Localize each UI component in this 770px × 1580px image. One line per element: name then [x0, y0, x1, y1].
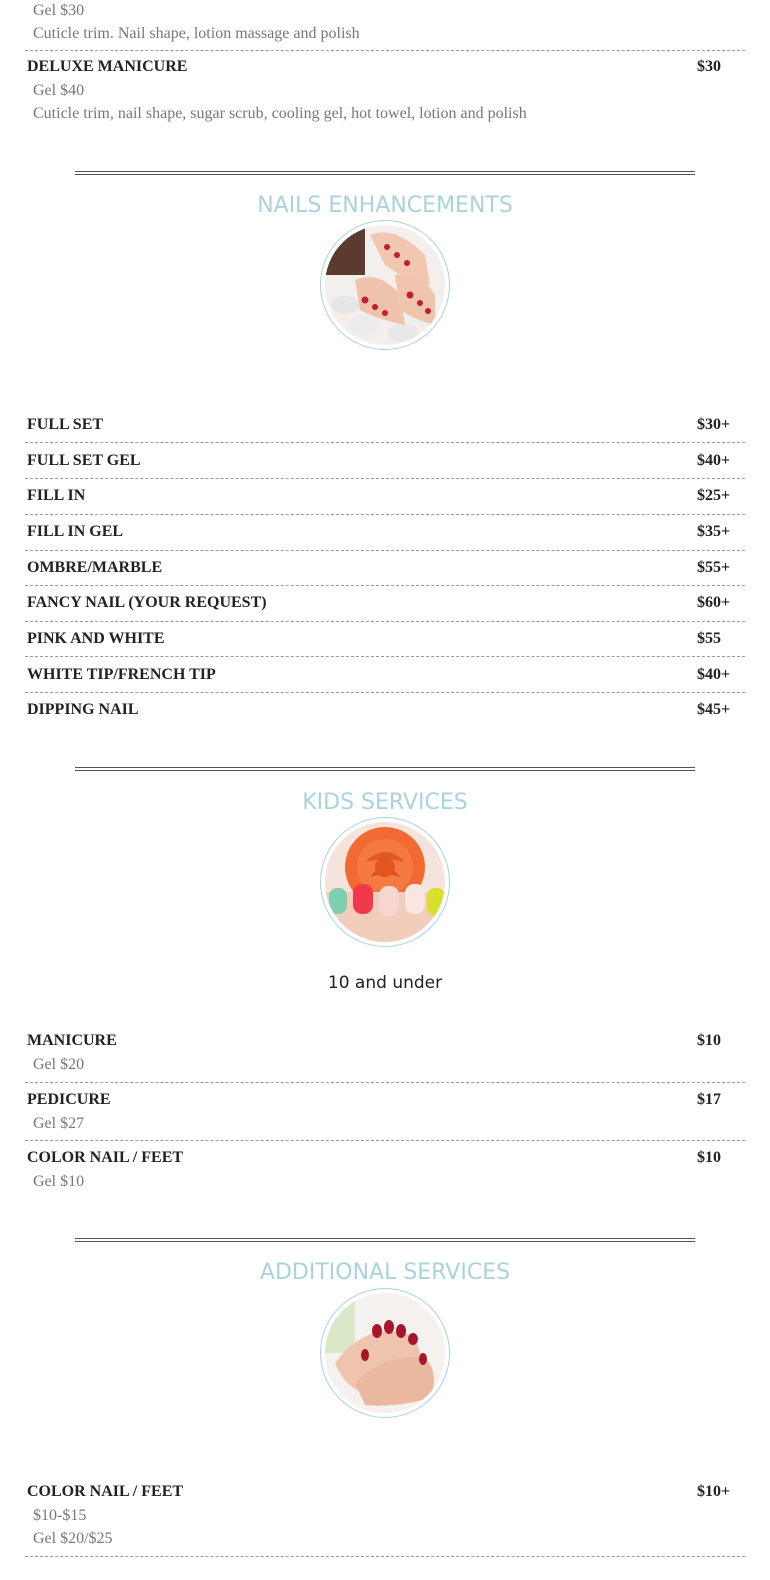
menu-item-price: $10	[697, 1032, 721, 1049]
row-separator	[25, 1556, 745, 1557]
row-separator	[25, 1082, 745, 1083]
section-divider	[75, 171, 695, 175]
menu-item-price: $40+	[697, 452, 731, 469]
menu-item-name: WHITE TIP/FRENCH TIP	[27, 666, 216, 683]
additional-services-photo	[320, 1288, 450, 1418]
menu-item-sub: $10-$15	[33, 1507, 87, 1524]
menu-item-name: DIPPING NAIL	[27, 701, 139, 718]
menu-item-sub: Gel $10	[33, 1173, 85, 1190]
row-separator	[25, 1140, 745, 1141]
menu-item-name: FULL SET GEL	[27, 452, 141, 469]
menu-item-price: $55+	[697, 559, 731, 576]
row-separator	[25, 478, 745, 479]
menu-item-price: $55	[697, 630, 721, 647]
row-separator	[25, 50, 745, 51]
row-separator	[25, 550, 745, 551]
menu-item-price: $30+	[697, 416, 731, 433]
kids-age-note: 10 and under	[327, 973, 443, 993]
menu-item-name: COLOR NAIL / FEET	[27, 1149, 184, 1166]
deluxe-gel-price: Gel $40	[33, 82, 85, 99]
menu-item-name: DELUXE MANICURE	[27, 58, 188, 75]
menu-item-name: PINK AND WHITE	[27, 630, 165, 647]
rose-nails-photo-icon	[325, 822, 445, 942]
manicure-pedicure-photo-icon	[325, 225, 445, 345]
row-separator	[25, 656, 745, 657]
menu-item-price: $10+	[697, 1483, 731, 1500]
row-separator	[25, 621, 745, 622]
menu-item-name: COLOR NAIL / FEET	[27, 1483, 184, 1500]
manicure-description: Cuticle trim. Nail shape, lotion massage and polish	[33, 25, 360, 42]
section-divider	[75, 1238, 695, 1242]
section-title-nails-enhancements: NAILS ENHANCEMENTS	[257, 193, 513, 218]
menu-item-sub: Gel $20/$25	[33, 1530, 113, 1547]
menu-item-price: $25+	[697, 487, 731, 504]
row-separator	[25, 585, 745, 586]
row-separator	[25, 692, 745, 693]
menu-item-price: $17	[697, 1091, 721, 1108]
deluxe-description: Cuticle trim, nail shape, sugar scrub, cooling gel, hot towel, lotion and polish	[33, 105, 527, 122]
row-separator	[25, 514, 745, 515]
row-separator	[25, 442, 745, 443]
section-title-kids-services: KIDS SERVICES	[302, 790, 468, 815]
menu-item-sub: Gel $27	[33, 1115, 85, 1132]
menu-item-price: $10	[697, 1149, 721, 1166]
section-title-additional-services: ADDITIONAL SERVICES	[259, 1260, 511, 1285]
menu-item-price: $60+	[697, 594, 731, 611]
menu-item-price: $40+	[697, 666, 731, 683]
menu-item-price: $45+	[697, 701, 731, 718]
menu-item-name: FILL IN GEL	[27, 523, 124, 540]
menu-item-sub: Gel $20	[33, 1056, 85, 1073]
nails-enhancements-photo	[320, 220, 450, 350]
menu-item-name: PEDICURE	[27, 1091, 111, 1108]
kids-services-photo	[320, 817, 450, 947]
manicure-gel-price: Gel $30	[33, 2, 85, 19]
menu-item-name: FULL SET	[27, 416, 104, 433]
menu-item-name: OMBRE/MARBLE	[27, 559, 163, 576]
menu-item-name: MANICURE	[27, 1032, 117, 1049]
section-divider	[75, 767, 695, 771]
hands-red-nails-photo-icon	[325, 1293, 445, 1413]
menu-item-price: $35+	[697, 523, 731, 540]
menu-item-name: FANCY NAIL (YOUR REQUEST)	[27, 594, 267, 611]
menu-item-price: $30	[697, 58, 721, 75]
menu-item-name: FILL IN	[27, 487, 86, 504]
